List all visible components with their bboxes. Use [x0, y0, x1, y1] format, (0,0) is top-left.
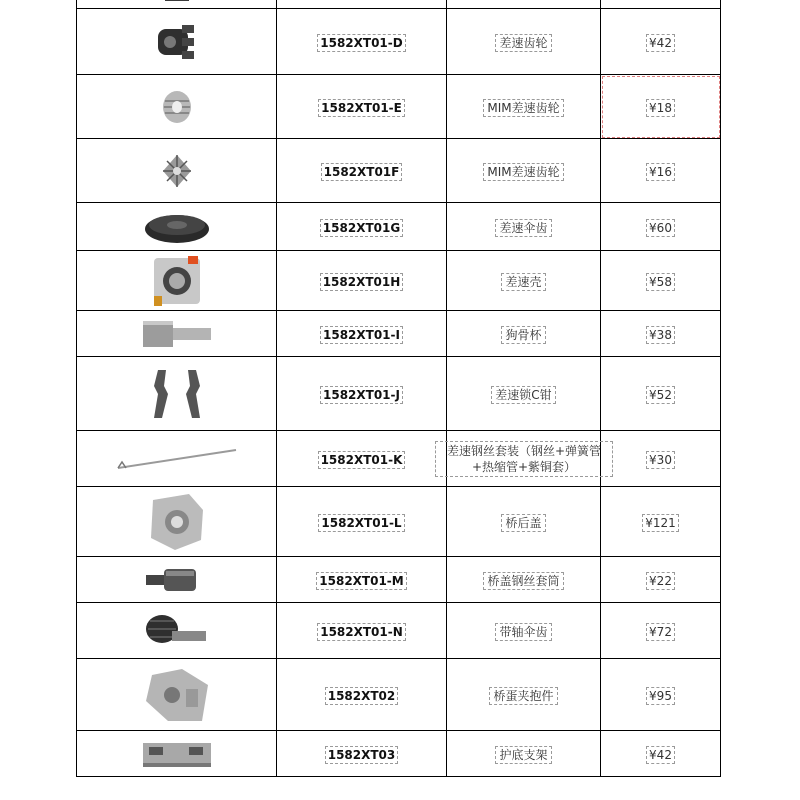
part-code-cell — [277, 487, 447, 557]
part-code: 1582XT01-M — [316, 572, 406, 590]
part-image-cell — [77, 311, 277, 357]
part-price: ¥30 — [646, 451, 675, 469]
axle-clamp-icon — [142, 665, 212, 725]
part-image-cell — [77, 731, 277, 777]
part-name-cell — [447, 251, 601, 311]
table-row — [77, 9, 721, 75]
part-name: 差速钢丝套装（钢丝+弹簧管+热缩管+紫铜套） — [435, 441, 613, 477]
bevel-gear-icon — [142, 207, 212, 247]
part-image-cell — [77, 251, 277, 311]
part-image-top-partial — [157, 0, 197, 5]
part-code-cell — [277, 431, 447, 487]
part-price: ¥60 — [646, 219, 675, 237]
part-name: 护底支架 — [495, 746, 551, 764]
part-name-cell — [447, 311, 601, 357]
part-code: 1582XT01F — [321, 163, 403, 181]
part-name-cell — [447, 487, 601, 557]
part-name-cell — [447, 659, 601, 731]
part-image-cell — [77, 659, 277, 731]
part-price-cell — [601, 139, 721, 203]
part-price-cell — [601, 251, 721, 311]
parts-price-table — [76, 0, 720, 777]
table-row — [77, 311, 721, 357]
part-name-cell — [447, 731, 601, 777]
part-code: 1582XT01-L — [318, 514, 404, 532]
part-code: 1582XT02 — [325, 687, 399, 705]
part-price-cell — [601, 203, 721, 251]
wire-kit-icon — [112, 444, 242, 474]
table-row — [77, 251, 721, 311]
part-name-cell — [447, 139, 601, 203]
part-price: ¥22 — [646, 572, 675, 590]
parts-table — [76, 0, 721, 777]
part-code: 1582XT01H — [320, 273, 404, 291]
part-code-cell — [277, 311, 447, 357]
part-price-cell — [601, 431, 721, 487]
part-code-cell — [277, 603, 447, 659]
part-code-cell — [277, 9, 447, 75]
part-code: 1582XT01-K — [318, 451, 406, 469]
part-name: 桥蛋夹抱件 — [489, 687, 557, 705]
part-code-cell — [277, 0, 447, 9]
cover-sleeve-icon — [142, 565, 212, 595]
part-image-cell — [77, 431, 277, 487]
part-price: ¥42 — [646, 746, 675, 764]
part-price-cell — [601, 603, 721, 659]
part-name-cell — [447, 203, 601, 251]
part-name: 带轴伞齿 — [495, 623, 551, 641]
part-image-cell — [77, 139, 277, 203]
part-image-cell — [77, 603, 277, 659]
shaft-bevel-gear-icon — [142, 611, 212, 651]
part-name: 差速伞齿 — [495, 219, 551, 237]
table-row — [77, 0, 721, 9]
part-code: 1582XT01-D — [317, 34, 405, 52]
part-price-cell-selected[interactable] — [601, 75, 721, 139]
table-row — [77, 557, 721, 603]
part-price: ¥42 — [646, 34, 675, 52]
part-price: ¥72 — [646, 623, 675, 641]
part-name: MIM差速齿轮 — [483, 99, 563, 117]
part-price: ¥95 — [646, 687, 675, 705]
part-price-cell — [601, 9, 721, 75]
dogbone-cup-icon — [139, 317, 215, 351]
part-name: 差速锁C钳 — [491, 386, 555, 404]
table-row — [77, 139, 721, 203]
part-code-cell — [277, 731, 447, 777]
mim-gear-icon — [155, 85, 199, 129]
part-code-cell — [277, 557, 447, 603]
part-code: 1582XT01-I — [320, 326, 403, 344]
part-price-cell — [601, 311, 721, 357]
part-price: ¥58 — [646, 273, 675, 291]
differential-gear-icon — [152, 17, 202, 67]
part-image-cell — [77, 9, 277, 75]
part-price: ¥38 — [646, 326, 675, 344]
part-code: 1582XT01G — [320, 219, 403, 237]
part-name: 桥后盖 — [501, 514, 545, 532]
part-price: ¥16 — [646, 163, 675, 181]
part-image-cell — [77, 203, 277, 251]
part-price-cell — [601, 357, 721, 431]
part-code: 1582XT01-J — [320, 386, 403, 404]
part-price: ¥18 — [646, 99, 675, 117]
table-row — [77, 731, 721, 777]
part-name-cell — [447, 431, 601, 487]
part-image-cell — [77, 487, 277, 557]
part-price-cell — [601, 557, 721, 603]
part-price-cell — [601, 659, 721, 731]
table-row — [77, 659, 721, 731]
part-code-cell — [277, 203, 447, 251]
part-code-cell — [277, 357, 447, 431]
part-name: 差速壳 — [501, 273, 545, 291]
axle-cover-icon — [145, 490, 209, 554]
part-price-cell — [601, 487, 721, 557]
table-row — [77, 487, 721, 557]
part-image-cell — [77, 557, 277, 603]
c-clamp-icon — [142, 366, 212, 422]
part-code-cell — [277, 139, 447, 203]
part-name: 狗骨杯 — [501, 326, 545, 344]
differential-case-icon — [152, 254, 202, 308]
part-code-cell — [277, 251, 447, 311]
part-code-cell — [277, 75, 447, 139]
table-row — [77, 357, 721, 431]
part-price: ¥121 — [642, 514, 679, 532]
part-code: 1582XT03 — [325, 746, 399, 764]
part-name-cell — [447, 357, 601, 431]
part-code: 1582XT01-E — [318, 99, 405, 117]
part-image-cell — [77, 75, 277, 139]
part-price-cell — [601, 0, 721, 9]
part-name: MIM差速齿轮 — [483, 163, 563, 181]
part-name-cell — [447, 9, 601, 75]
table-row — [77, 75, 721, 139]
part-name-cell — [447, 557, 601, 603]
part-name: 差速齿轮 — [495, 34, 551, 52]
part-image-cell — [77, 0, 277, 9]
part-price: ¥52 — [646, 386, 675, 404]
table-row — [77, 203, 721, 251]
part-code-cell — [277, 659, 447, 731]
part-code: 1582XT01-N — [317, 623, 406, 641]
part-price-cell — [601, 731, 721, 777]
mim-gear-small-icon — [155, 149, 199, 193]
skid-bracket-icon — [139, 737, 215, 771]
table-row — [77, 603, 721, 659]
part-name: 桥盖钢丝套筒 — [483, 572, 563, 590]
part-image-cell — [77, 357, 277, 431]
table-row — [77, 431, 721, 487]
part-name-cell — [447, 603, 601, 659]
part-name-cell — [447, 75, 601, 139]
part-name-cell — [447, 0, 601, 9]
